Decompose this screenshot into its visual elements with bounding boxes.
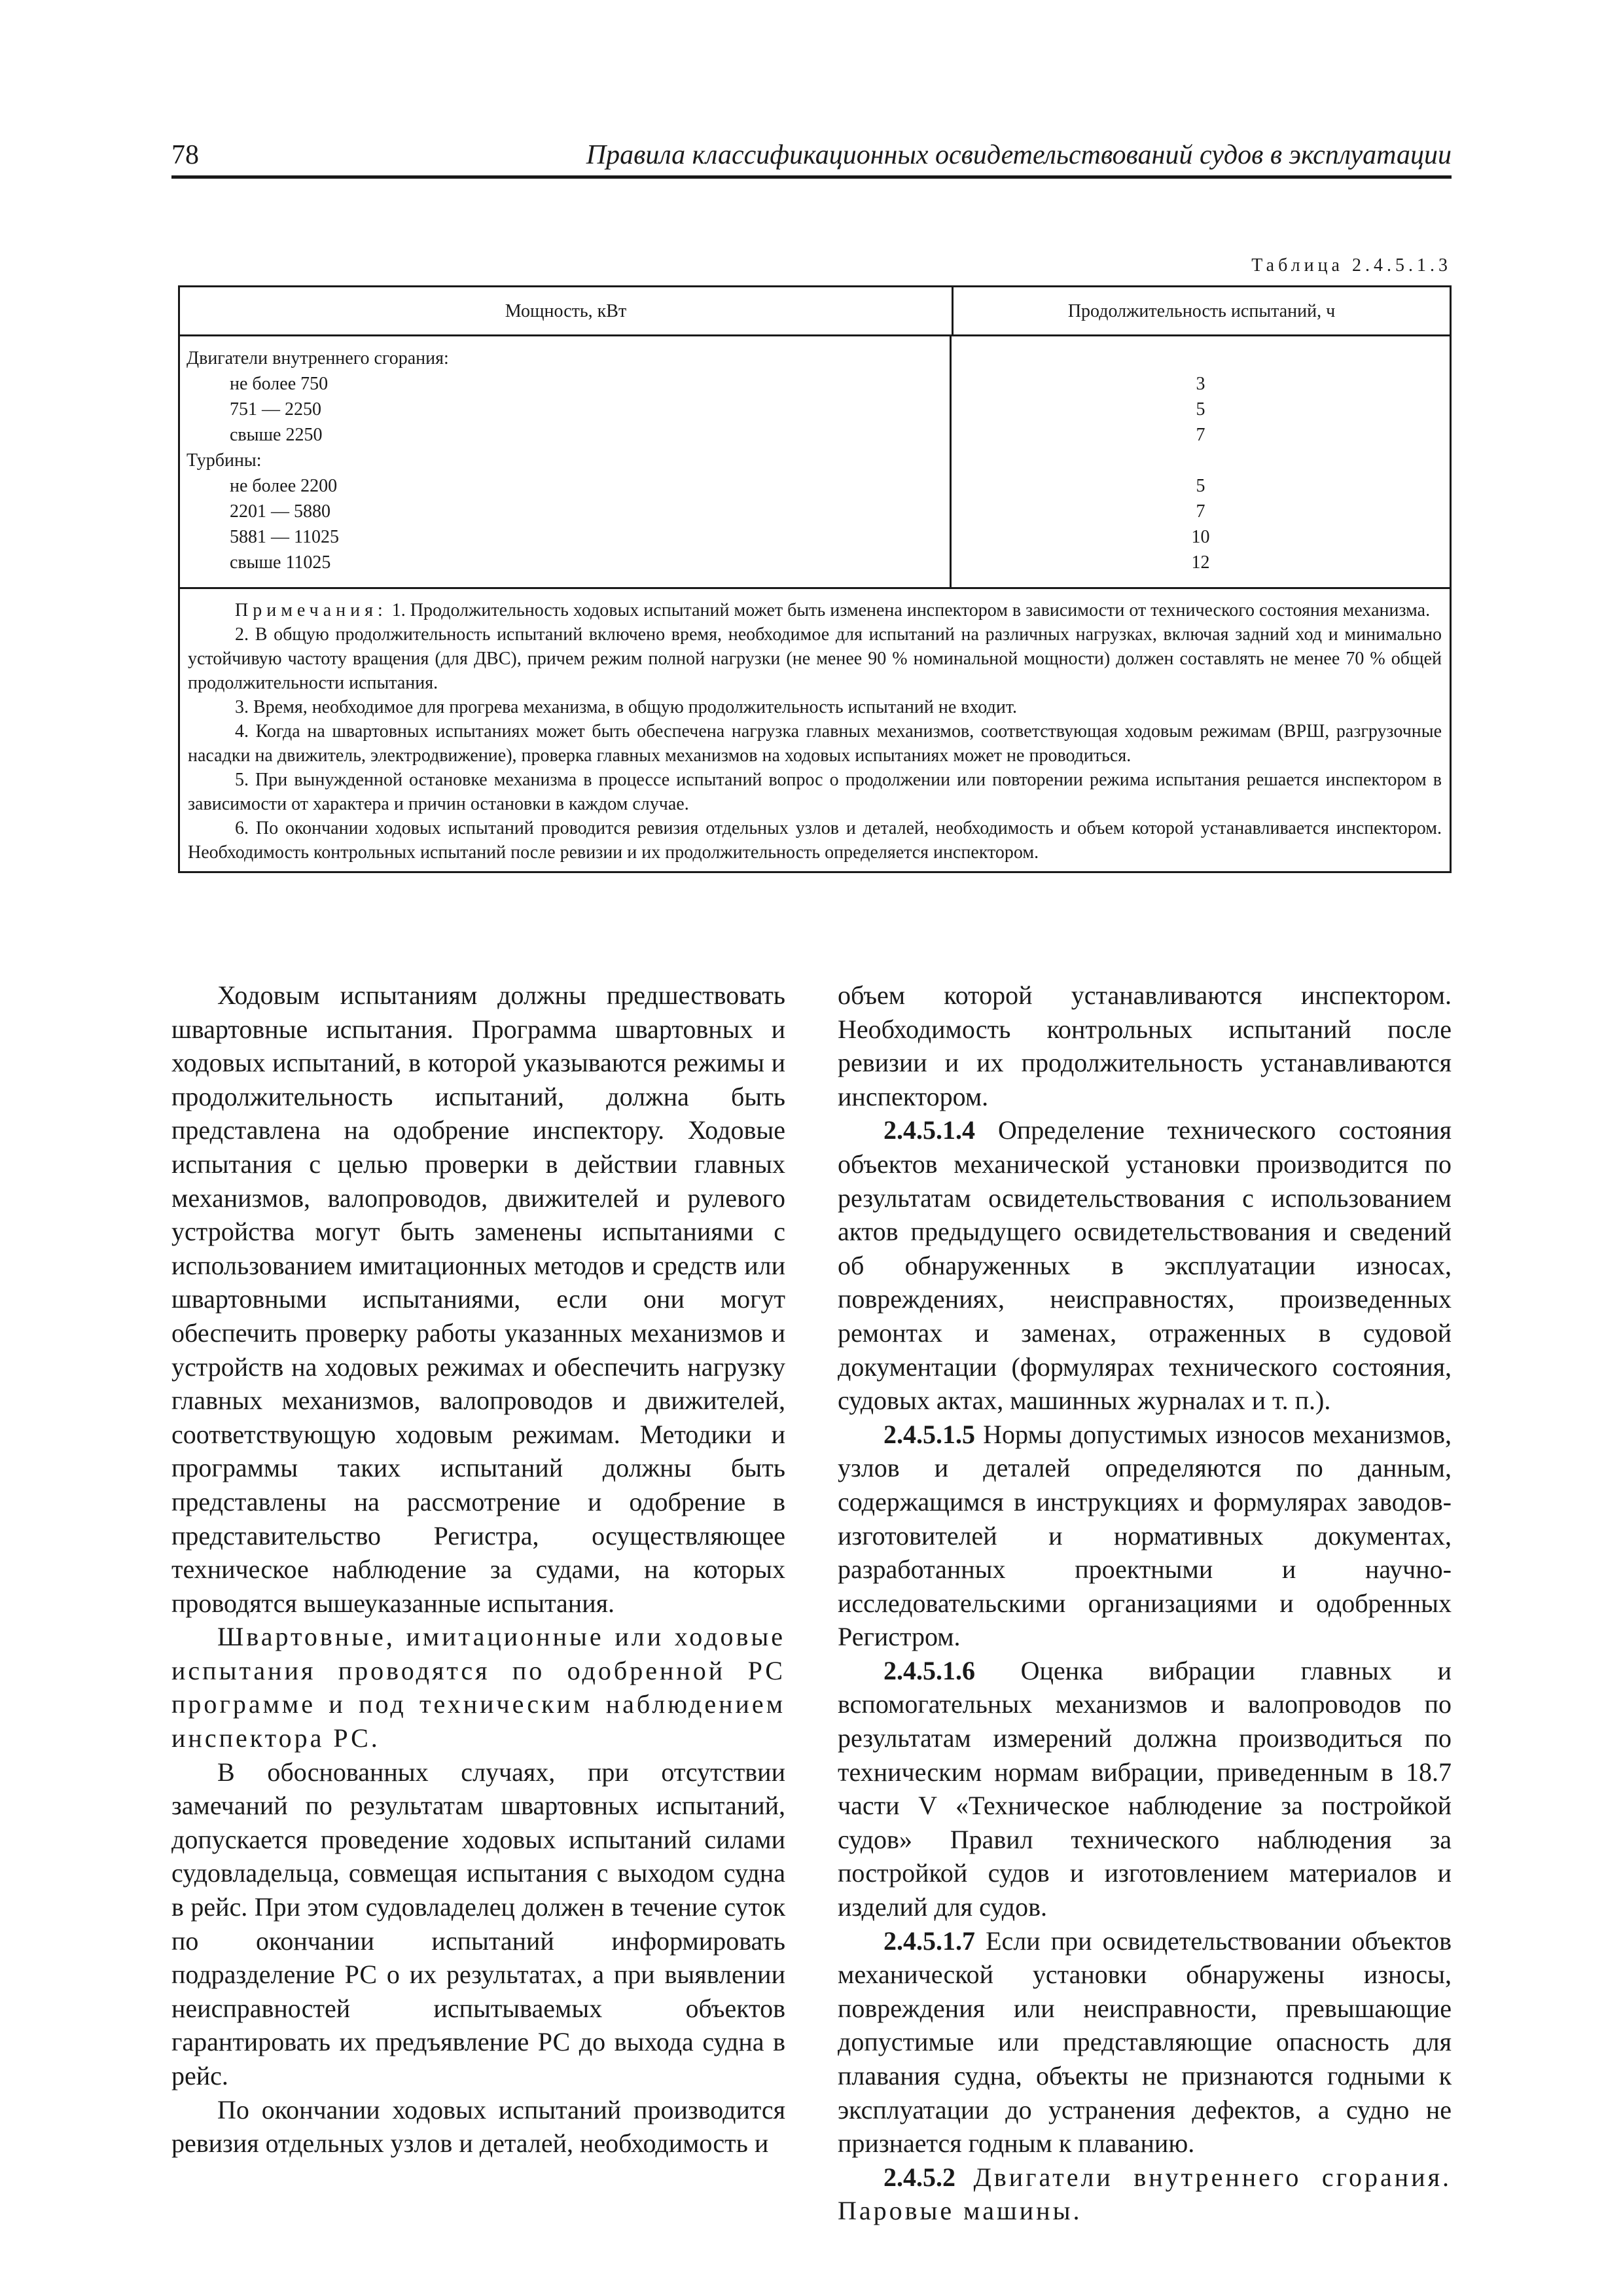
section-number: 2.4.5.1.5: [883, 1419, 975, 1449]
table-row-value: 10: [1191, 527, 1210, 547]
test-duration-table: [178, 285, 1452, 873]
table-note: 5. При вынужденной остановке механизма в процессе испытаний вопрос о продолжении или повторении режима испытания решается инспектором в зависимости от характера и причин остановки в каждом случае.: [188, 770, 1442, 814]
table-row-value: 7: [1196, 425, 1205, 445]
section-2-4-5-1-5: [838, 1418, 1452, 1654]
table-row-value: 3: [1196, 374, 1205, 394]
section-text: Определение технического состояния объектов механической установки производится по результатам освидетельствования с использованием актов предыдущего освидетельствования и сведений об обнаруженных в эксплуатации износах, повреждениях, неисправностях, произведенных ремонтах и заменах, отраженных в судовой документации (формулярах технического состояния, судовых актах, машинных журналах и т. п.).: [838, 1115, 1452, 1416]
body-column-right: [838, 978, 1452, 2228]
section-2-4-5-1-6: [838, 1654, 1452, 1924]
table-row-value: 5: [1196, 476, 1205, 496]
table-row-label: 751 — 2250: [230, 399, 321, 420]
section-text: Нормы допустимых износов механизмов, узлов и деталей определяются по данным, содержащимся в инструкциях и формулярах заводов-изготовителей и нормативных документах, разработанных проектными и научно-исследовательскими организациями и одобренных Регистром.: [838, 1419, 1452, 1652]
table-row-value: 12: [1191, 552, 1210, 573]
body-paragraph: Ходовым испытаниям должны предшествовать швартовные испытания. Программа швартовных и ходовых испытаний, в которой указываются режимы и продолжительность испытаний, должна быть представлена на одобрение инспектору. Ходовые испытания с целью проверки в действии главных механизмов, валопроводов, движителей и рулевого устройства могут быть заменены испытаниями с использованием имитационных методов и средств или швартовными испытаниями, если они могут обеспечить проверку работы указанных механизмов и устройств на ходовых режимах и обеспечить нагрузку главных механизмов, валопроводов и движителей, соответствующую ходовым режимам. Методики и программы таких испытаний должны быть представлены на рассмотрение и одобрение в представительство Регистра, осуществляющее техническое наблюдение за судами, на которых проводятся вышеуказанные испытания.: [171, 980, 785, 1618]
section-number: 2.4.5.2: [883, 2162, 955, 2192]
table-row-label: Турбины:: [187, 450, 262, 471]
table-row-value: [952, 448, 1450, 473]
table-row-value: 7: [1196, 501, 1205, 522]
section-text: Оценка вибрации главных и вспомогательных механизмов и валопроводов по результатам измерений должна производиться по техническим нормам вибрации, приведенным в 18.7 части V «Техническое наблюдение за постройкой судов» Правил технического наблюдения за постройкой судов и изготовлением материалов и изделий для судов.: [838, 1655, 1452, 1922]
body-paragraph-continuation: объем которой устанавливаются инспектором. Необходимость контрольных испытаний после ревизии и их продолжительность устанавливаются инспектором.: [838, 980, 1452, 1111]
note-text: 1. Продолжительность ходовых испытаний может быть изменена инспектором в зависимости от технического состояния механизма.: [391, 600, 1431, 620]
section-heading-text: Двигатели внутреннего сгорания. Паровые машины.: [838, 2162, 1452, 2226]
table-row-label: свыше 11025: [230, 552, 331, 573]
column-header-power: Мощность, кВт: [180, 287, 954, 334]
table-note: 4. Когда на швартовных испытаниях может быть обеспечена нагрузка главных механизмов, соответствующая ходовым режимам (ВРШ, разгрузочные насадки на движитель, электродвижение), проверка главных механизмов на ходовых испытаниях может не проводиться.: [188, 721, 1442, 766]
table-notes: [180, 589, 1450, 871]
section-number: 2.4.5.1.6: [883, 1655, 975, 1685]
table-values-column: [952, 336, 1450, 587]
section-2-4-5-1-4: [838, 1113, 1452, 1417]
table-row-label: свыше 2250: [230, 425, 323, 445]
table-row-label: не более 2200: [230, 476, 338, 496]
table-body: [180, 336, 1450, 589]
section-2-4-5-1-7: [838, 1924, 1452, 2161]
page-number: 78: [171, 140, 199, 170]
header-rule: [171, 175, 1452, 179]
section-number: 2.4.5.1.4: [883, 1115, 975, 1145]
table-note: 3. Время, необходимое для прогрева механизма, в общую продолжительность испытаний не входит.: [235, 697, 1017, 717]
body-column-left: [171, 978, 785, 2161]
table-caption: Таблица 2.4.5.1.3: [1251, 255, 1452, 276]
section-2-4-5-2: [838, 2161, 1452, 2228]
body-paragraph: В обоснованных случаях, при отсутствии замечаний по результатам швартовных испытаний, допускается проведение ходовых испытаний силами судовладельца, совмещая испытания с выходом судна в рейс. При этом судовладелец должен в течение суток по окончании испытаний информировать подразделение РС о их результатах, а при выявлении неисправностей испытываемых объектов гарантировать их предъявление РС до выхода судна в рейс.: [171, 1757, 785, 2090]
table-note: [188, 598, 1442, 622]
table-row-label: 5881 — 11025: [230, 527, 339, 547]
table-row-value: 5: [1196, 399, 1205, 420]
table-note: 6. По окончании ходовых испытаний проводится ревизия отдельных узлов и деталей, необходимость и объем которой устанавливается инспектором. Необходимость контрольных испытаний после ревизии и их продолжительность определяется инспектором.: [188, 818, 1442, 863]
table-labels-column: [180, 336, 952, 587]
column-header-duration: Продолжительность испытаний, ч: [1067, 300, 1336, 321]
table-row-label: 2201 — 5880: [230, 501, 330, 522]
table-note: 2. В общую продолжительность испытаний включено время, необходимое для испытаний на различных нагрузках, включая задний ход и минимально устойчивую частоту вращения (для ДВС), причем режим полной нагрузки (не менее 90 % номинальной мощности) должен составлять не менее 70 % общей продолжительности испытания.: [188, 624, 1442, 693]
running-title: Правила классификационных освидетельствований судов в эксплуатации: [586, 140, 1452, 170]
notes-title: Примечания:: [235, 600, 387, 620]
table-header-row: [180, 287, 1450, 336]
section-number: 2.4.5.1.7: [883, 1926, 975, 1956]
table-row-label: не более 750: [230, 374, 329, 394]
table-row-value: [952, 346, 1450, 371]
section-text: Если при освидетельствовании объектов механической установки обнаружены износы, повреждения или неисправности, превышающие допустимые или представляющие опасность для плавания судна, объекты не признаются годными к эксплуатации до устранения дефектов, а судно не признается годным к плаванию.: [838, 1926, 1452, 2159]
body-paragraph: Швартовные, имитационные или ходовые испытания проводятся по одобренной РС программе и под техническим наблюдением инспектора РС.: [171, 1622, 785, 1753]
table-row-label: Двигатели внутреннего сгорания:: [187, 348, 449, 368]
body-paragraph: По окончании ходовых испытаний производится ревизия отдельных узлов и деталей, необходимость и: [171, 2094, 785, 2159]
